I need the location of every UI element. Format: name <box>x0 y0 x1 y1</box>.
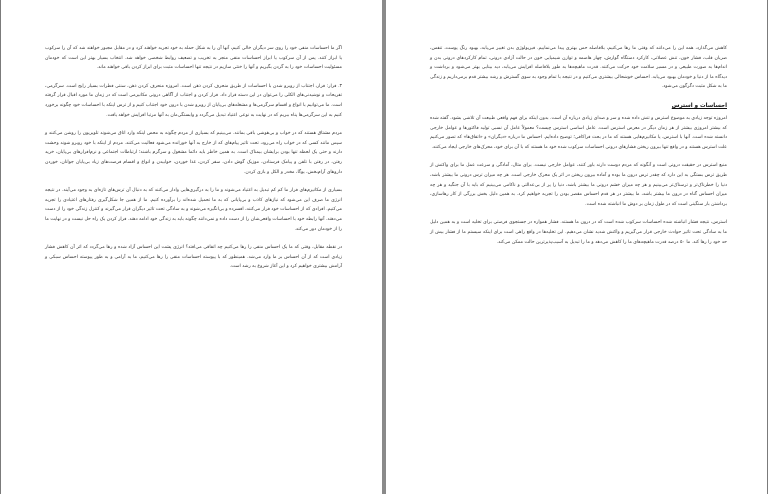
right-paragraph-1: کاهش می‌گذارد، همه این را می‌دانند که وقتی ما رها می‌کنیم، بلافاصله حس بهتری پیدا می‌نماییم. فیزیولوژی بدن تغییر می‌یابد، بهبود رنگ پوست، تنفس، ضربان قلب، فشار خون، تنش عضلانی، کارکرد دستگاه گوارش، چهار هاضمه و توازن شیمیایی خون در حالت آزادی درونی، تمام کارکردهای درونی بدن و اندام‌ها به صورت طبیعی و در مسیر سلامت خود حرکت می‌کنند. قدرت ماهیچه‌ها به طور بلافاصله افزایش می‌یابد، دید بینایی بهتر می‌شود و برداشت و دیدگاه ما از دنیا و خودمان بهبود می‌یابد. احساس خوشحالی بیشتری می‌کنیم و در نتیجه با تمام وجود به سوی گسترش و رشد بیشتر قدم برمی‌داریم و زندگی ما به شکل مثبت دگرگون می‌شود. <box>430 46 727 90</box>
left-page <box>1 0 382 494</box>
left-paragraph-4: بسیاری از مکانیزم‌های فرار ما کم کم تبدیل به اعتیاد می‌شوند و ما را به درگیری‌هایی وادار می‌کنند که به دنبال آن ترس‌های تازه‌ای به وجود می‌آیند. در نتیجه انرژی ما صرف این می‌شود که نیازهای کاذب و بی‌پایانی که به ما تحمیل شده‌اند را برآورده کنیم. ما از همین جا شکل‌گیری رفتارهای اعتیادی را تجربه می‌کنیم. افرادی که از احساسات خود فرار می‌کنند، افسرده و بی‌انگیزه می‌شوند و به سادگی تحت تاثیر دیگران قرار می‌گیرند و کنترل زندگی خود را از دست می‌دهند. آنها رابطه خود با احساسات واقعی‌شان را از دست داده و نمی‌دانند چگونه باید به زندگی خود ادامه دهند. فرار کردن یک راه حل نیست و در نهایت ما را از خودمان دور می‌کند. <box>44 188 342 232</box>
right-page <box>386 0 767 494</box>
section-heading: احساسات و استرس <box>671 102 727 109</box>
right-paragraph-4: استرس، نتیجه فشار انباشته شده احساسات سرکوب شده است که در درون ما هستند. فشار همواره در جستجوی فرصتی برای تخلیه است و به همین دلیل ما به سادگی تحت تاثیر حوادث خارجی قرار می‌گیریم و واکنش شدید نشان می‌دهیم. این تخلیه‌ها در واقع راهی است برای اینکه سیستم ما از فشار بیش از حد خود را رها کند. ما ۵۰ درصد قدرت ماهیچه‌های ما را کاهش می‌دهد و ما را تبدیل به آسیب‌پذیرترین حالت ممکن می‌کند. <box>430 220 727 245</box>
right-paragraph-2: امروزه توجه زیادی به موضوع استرس و تنش داده شده و سر و صدای زیادی درباره آن است. بدون اینکه برای فهم واقعی طبیعت آن تلاشی بشود. گفته شده که بیشتر امروزی بیشتر از هر زمان دیگر در معرض استرس است. عامل اساسی استرس چیست؟ معمولاً عامل آن نسبی تولید فاکتورها و عوامل خارجی دانسته شده است. آنها با استرس، یا مکانیزم‌هایی هستند که ما در بحث فراکافی؛ توضیح داده‌ایم. احساس ما درباره «دیگران» و «اتفاق‌ها» که تصور می‌کنیم علت استرس هستند و در واقع تنها بیرون ریختن فشارهای درونی احساسات سرکوب شده خود ما هستند که با آن برای خود، محرک‌های خارجی ایجاد می‌کنند. <box>430 115 727 150</box>
left-paragraph-3: مردم مشتاق هستند که در خواب و بی‌هوشی باقی بمانند. می‌بینیم که بسیاری از مردم چگونه به محض اینکه وارد اتاق می‌شوند تلویزیون را روشن می‌کنند و سپس مانند کسی که در خواب راه می‌رود، تحت تاثیر پیام‌های که از خارج به آنها خورانده می‌شود فعالیت می‌کنند. مردم از اینکه با خود روبرو شوند وحشت دارند و حتی یک لحظه تنها بودن برایشان بیمناک است. به همین خاطر باید دائما مشغول و سرگرم باشند؛ ارتباطات اجتماعی و نرم‌افزارهای بی‌پایان، خرید رفتن، در رفتن با تلفن و پیامک فرستادن، موزیک گوش دادن، سفر کردن، غذا خوردن، خوابیدن و انواع و اقسام فرصت‌های زیاد بی‌پایان جوانان، خوردن داروهای آرام‌بخش، یوگا، مخدر و الکل و بازی کردن. <box>45 131 342 175</box>
right-paragraph-3: منبع استرس در حقیقت درونی است و آنگونه که مردم دوست دارند باور کنند، عوامل خارجی نیست. برای مثال، آمادگی و سرعت عمل ما برای واکنش از طریق ترس بستگی به این دارد که چقدر ترس درون ما بوده و آماده بیرون ریختن در اثر یک محرک خارجی است. هر چه میزان ترس درونی ما بیشتر باشد، دنیا را خطرناک‌تر و ترسناک‌تر می‌بینیم و هر چه میزان خشم درونی ما بیشتر باشد، دنیا را پر از بی‌عدالتی و ناکامی می‌بینیم که باید با آن جنگید و هر چه میزان احساس گناه در درون ما بیشتر باشد، ما بیشتر در هر قدم احساس مقصر بودن را تجربه خواهیم کرد. به همین دلیل بخش بزرگی از کار رهاسازی، برداشتن بار سنگینی است که در طول زمان بر دوش ما انباشته شده است. <box>430 163 727 207</box>
left-paragraph-2: ۳. فرار: فرار، اجتناب از روبرو شدن با احساسات از طریق منحرف کردن ذهن است. امروزه منحرف کردن ذهن، سنتی فطرات بسیار رایج است. سرگرمی، تفریحات و نوشیدنی‌های الکلی را می‌توان در این دسته قرار داد. فرار کردن و اجتناب از آگاهی درونی مکانیزمی است که در زمان ما مورد اقبال قرار گرفته است. ما می‌توانیم با انواع و اقسام سرگرمی‌ها و مشغله‌های بی‌پایان از روبرو شدن با درون خود اجتناب کنیم و از ترس اینکه با احساسات خود چگونه برخورد کنیم به این سرگرمی‌ها پناه ببریم که در نهایت به نوعی اعتیاد تبدیل می‌گردد و وابستگی‌مان به آنها مرتبا افزایش خواهد یافت. <box>45 83 342 118</box>
left-paragraph-5: در نقطه مقابل، وقتی که ما یک احساس منفی را رها می‌کنیم چه اتفاقی می‌افتد؟ انرژی پشت این احساس آزاد شده و رها می‌گردد که اثر آن کاهش فشار زیادی است که از آن احساس بر ما وارد می‌شد. همینطور که با پیوسته احساسات منفی را رها می‌کنیم، ما به آرامی و به طور پیوسته احساس سبکی و آرامش بیشتری خواهیم کرد و این آغاز شروع به رشد است. <box>45 245 342 270</box>
left-paragraph-1: اگر ما احساسات منفی خود را روی سر دیگران خالی کنیم، آنها آن را به شکل حمله به خود تجربه خواهند کرد و در مقابل مجبور خواهند شد که آن را سرکوب یا ابراز کنند. پس از آن سرکوب یا ابراز احساسات منفی منجر به تخریب و تضعیف روابط شخصی خواهد شد. انتخاب بسیار بهتر این است که خودمان مسئولیت احساسات خود را به گردن بگیریم و آنها را خنثی سازیم در نتیجه تنها احساسات مثبت برای ابراز کردن باقی خواهند ماند. <box>45 46 342 71</box>
